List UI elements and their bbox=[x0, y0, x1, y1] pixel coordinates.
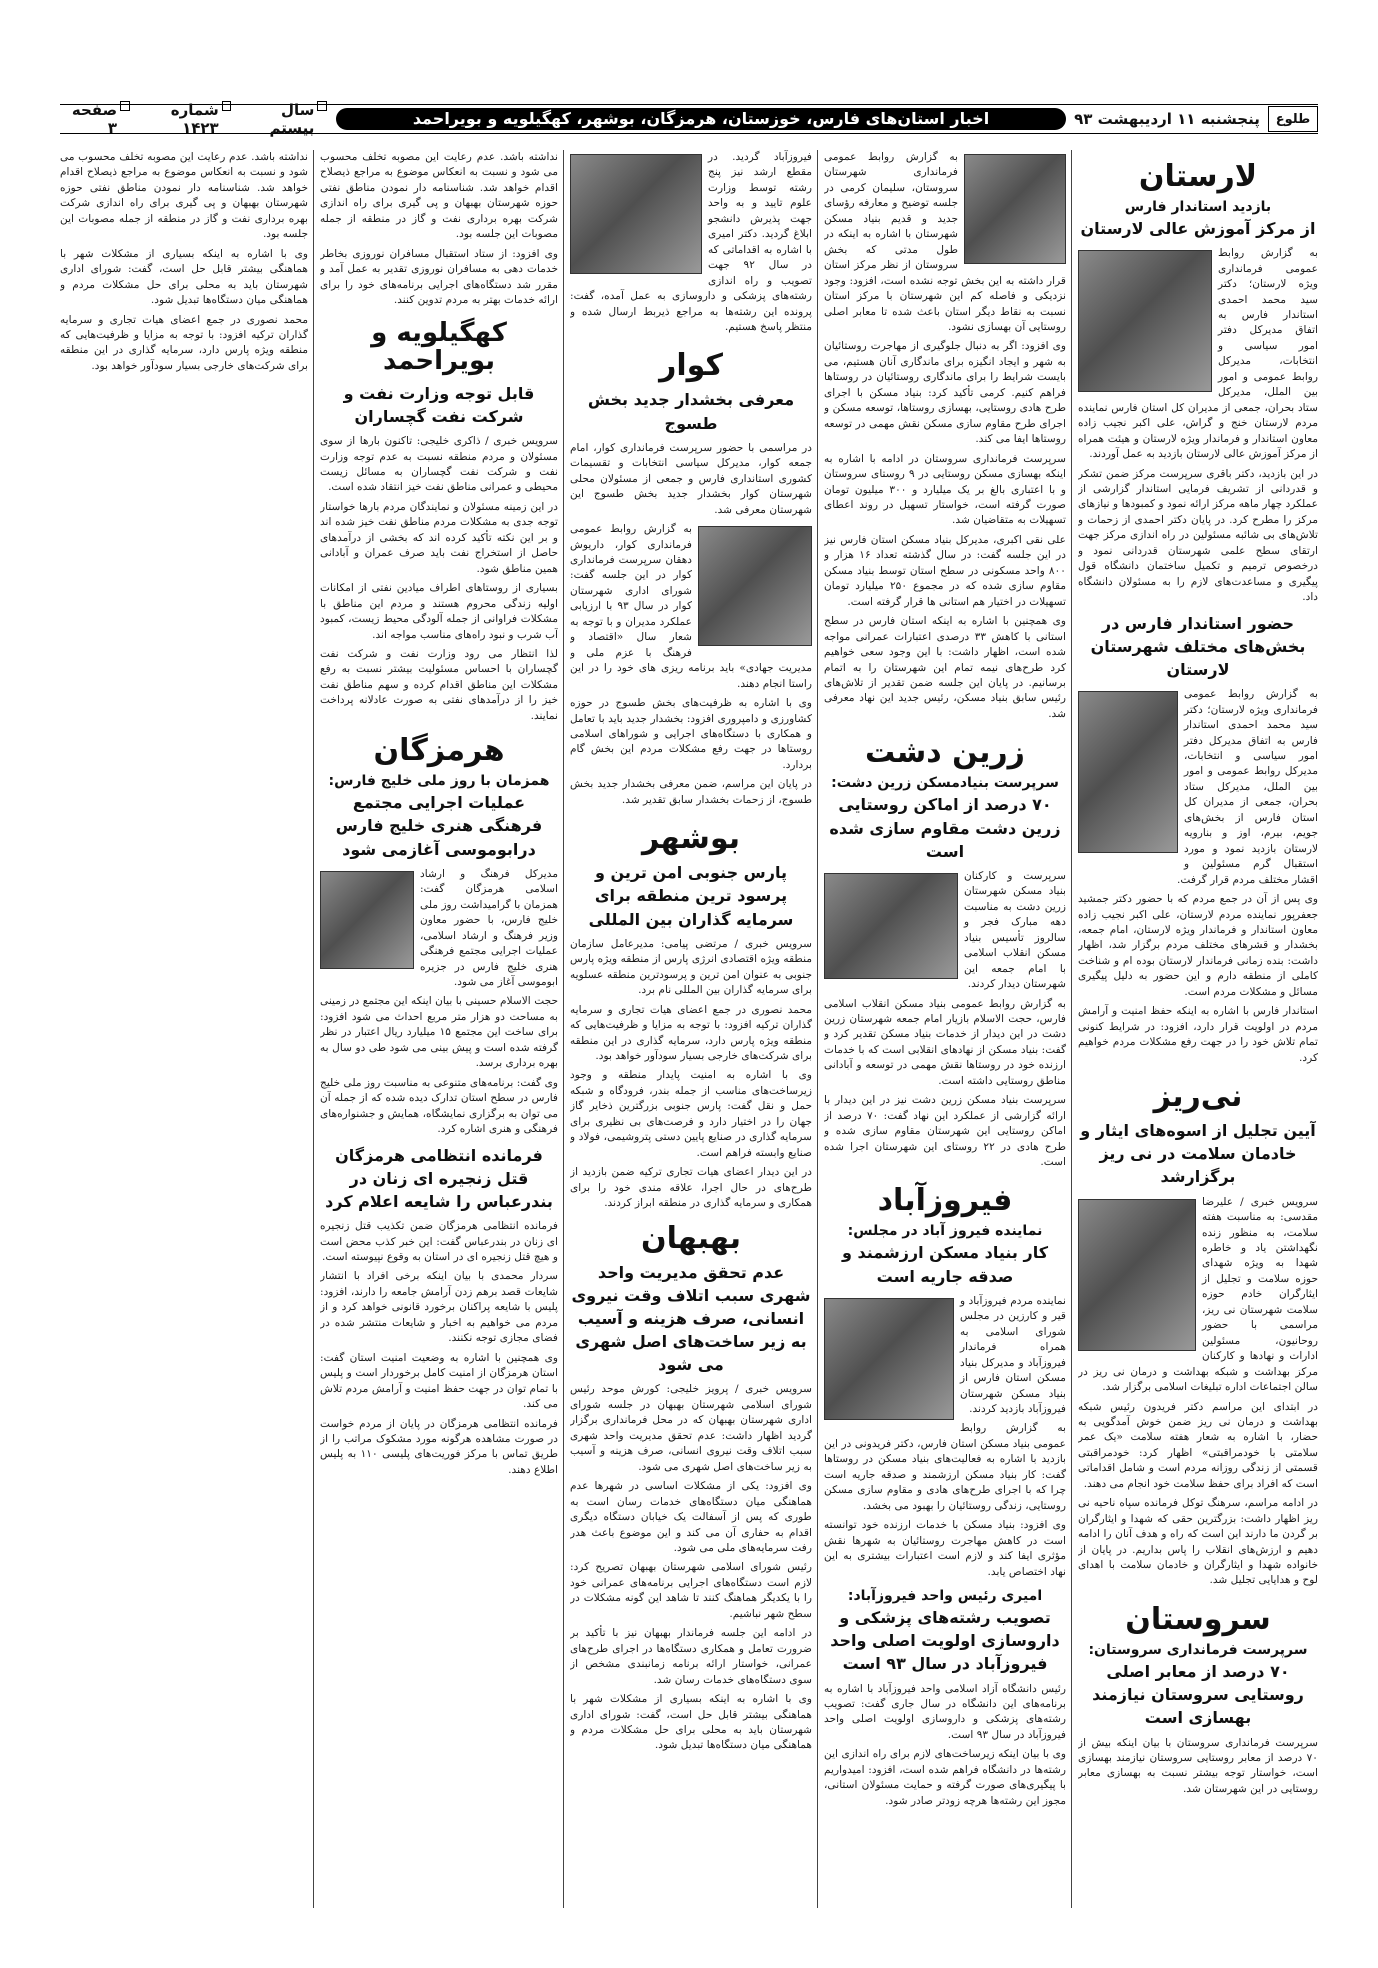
news-photo bbox=[1078, 691, 1178, 853]
article-body: وی همچنین با اشاره به اینکه استان فارس در سطح استانی با کاهش ۳۳ درصدی اعتبارات عمرانی مواجه شده است، اظهار داشت: با این وجود سعی خواهیم کرد طرح‌های نیمه تمام این شهرستان را به اتمام برسانیم. در پایان این جلسه ضمن تقدیر از تلاش‌های رئیس سابق بنیاد مسکن، رئیس جدید این نهاد معرفی شد. bbox=[824, 615, 1066, 720]
issue-info bbox=[60, 101, 330, 137]
article-body: وی گفت: برنامه‌های متنوعی به مناسبت روز ملی خلیج فارس در سطح استان تدارک دیده شده که از جمله آن می توان به برگزاری نمایشگاه، همایش و جشنواره‌های فرهنگی و هنری اشاره کرد. bbox=[320, 1076, 558, 1136]
section-title-kohgiluyeh: کهگیلویه و بویراحمد bbox=[371, 317, 507, 377]
article-body: محمد نصوری در جمع اعضای هیات تجاری و سرمایه گذاران ترکیه افزود: با توجه به مزایا و ظرفیت‌هایی که منطقه ویژه پارس دارد، سرمایه گذاری در این منطقه برای شرکت‌های خارجی بسیار سودآور خواهد بود. bbox=[570, 1003, 812, 1062]
article-body: نداشته باشد. عدم رعایت این مصوبه تخلف محسوب می شود و نسبت به انعکاس موضوع به مراجع ذیصلاح اقدام خواهد شد. شناسنامه دار نمودن مناطق نفتی حوزه شهرستان بهبهان و پی گیری برای راه اندازی شرکت بهره برداری نفت و گاز در منطقه از جمله مصوبات این جلسه بود. bbox=[60, 151, 308, 241]
page-number: صفحه ۳ bbox=[71, 101, 118, 137]
article-body: به گزارش روابط عمومی بنیاد مسکن انقلاب اسلامی فارس، حجت الاسلام بازیار امام جمعه شهرستان زرین دشت در این دیدار از خدمات بنیاد مسکن تقدیر کرد و گفت: بنیاد مسکن از نهادهای انقلابی است که با خدمات ارزنده خود در روستاها نقش مهمی در توسعه و آبادانی مناطق روستایی داشته است. bbox=[824, 997, 1066, 1087]
article-body: در ادامه مراسم، سرهنگ توکل فرمانده سپاه ناحیه نی ریز اظهار داشت: بزرگترین حقی که شهدا و ایثارگران بر گردن ما دارند این است که راه و هدف آنان را ادامه دهیم و ارزش‌های انقلاب را پاس بداریم. در پایان از خانواده شهدا و ایثارگران و خادمان سلامت با اهدای لوح و هدایایی تجلیل شد. bbox=[1078, 1497, 1318, 1587]
article-body: به گزارش روابط عمومی فرمانداری شهرستان سروستان، سلیمان کرمی در جلسه توضیح و معارفه رؤسای جدید و قدیم بنیاد مسکن شهرستان با اشاره به اینکه در طول مدتی که بخش سروستان از نظر مرکز استان قرار داشته به این بخش توجه نشده است، افزود: وجود نزدیکی و فاصله کم این شهرستان با مرکز استان نسبت به نقاط دیگر استان باعث شده تا معابر اصلی روستایی آن بهسازی نشود. bbox=[824, 151, 1066, 333]
headline: معرفی بخشدار جدید بخش طسوج bbox=[587, 390, 795, 433]
article-body: سردار محمدی با بیان اینکه برخی افراد با انتشار شایعات قصد برهم زدن آرامش جامعه را دارند، افزود: پلیس با شایعه پراکنان برخورد قانونی خواهد کرد و از مردم می خواهیم به اخبار و شایعات منتشر شده در فضای مجازی توجه نکنند. bbox=[320, 1270, 558, 1345]
section-title-firouzabad: فیروزآباد bbox=[877, 1183, 1013, 1219]
article-body: وی افزود: اگر به دنبال جلوگیری از مهاجرت روستائیان به شهر و ایجاد انگیزه برای ماندگاری آنان هستیم، می بایست شرایط را برای ماندگاری روستائیان در روستاها فراهم کنیم. کرمی تأکید کرد: بنیاد مسکن با اجرای طرح هادی روستایی، بهسازی روستاها، توسعه مسکن و اجرای طرح مقاوم سازی مسکن نقش مهمی در توسعه روستاها ایفا می کند. bbox=[824, 340, 1066, 446]
volume-year: سال بیستم bbox=[269, 101, 315, 137]
news-photo bbox=[570, 154, 702, 274]
article-body: در این بازدید، دکتر باقری سرپرست مرکز ضمن تشکر و قدردانی از تشریف فرمایی استاندار گزارشی از عملکرد چهار ماهه مرکز ارائه نمود و کمبودها و نیازهای مرکز را مطرح کرد. در پایان دکتر احمدی از زحمات و تلاش‌های بی شائبه مسئولین در راه اندازی مرکز جهت ارتقای سطح علمی شهرستان قدردانی نمود و درخصوص ترمیم و تکمیل ساختمان دانشگاه قول پیگیری و مساعدت‌های لازم را به مسئولان دانشگاه داد. bbox=[1078, 467, 1318, 604]
column-3 bbox=[570, 150, 812, 1908]
headline: از مرکز آموزش عالی لارستان bbox=[1080, 219, 1316, 238]
article-body: وی با اشاره به ظرفیت‌های بخش طسوج در حوزه کشاورزی و دامپروری افزود: بخشدار جدید باید با تعامل و همکاری با دستگاه‌های اجرایی و شوراهای اسلامی روستاها در جهت رفع مشکلات مردم این بخش گام بردارد. bbox=[570, 697, 812, 771]
article-body: در ابتدای این مراسم دکتر فریدون رئیس شبکه بهداشت و درمان نی ریز ضمن خوش آمدگویی به حضار، با اشاره به شعار هفته سلامت «یک عمر سلامتی با خودمراقبتی» اظهار کرد: خودمراقبتی قسمتی از زندگی روزانه مردم است و شامل اقداماتی است که افراد برای حفظ سلامت خود انجام می دهند. bbox=[1078, 1400, 1318, 1490]
article-body: محمد نصوری در جمع اعضای هیات تجاری و سرمایه گذاران ترکیه افزود: با توجه به مزایا و ظرفیت‌هایی که منطقه ویژه پارس دارد، سرمایه گذاری در این منطقه برای شرکت‌های خارجی بسیار سودآور خواهد بود. bbox=[60, 313, 308, 372]
column-rule bbox=[1071, 150, 1072, 1908]
article-body: فیروزآباد گردید. در مقطع ارشد نیز پنج رشته توسط وزارت علوم تایید و به واحد جهت پذیرش دانشجو ابلاغ گردید. دکتر امیری با اشاره به اقداماتی که در سال ۹۲ جهت تصویب و راه اندازی رشته‌های پزشکی و داروسازی به عمل آمده، گفت: پرونده این رشته‌ها به مراجع ذیربط ارسال شده و منتظر پاسخ هستیم. bbox=[570, 151, 812, 333]
news-photo bbox=[698, 526, 812, 646]
headline: ۷۰ درصد از معابر اصلی روستایی سروستان نیازمند بهسازی است bbox=[1092, 1661, 1304, 1728]
article-body: سرپرست و کارکنان بنیاد مسکن شهرستان زرین دشت به مناسبت دهه مبارک فجر و سالروز تأسیس بنیاد مسکن انقلاب اسلامی با امام جمعه این شهرستان دیدار کردند. bbox=[964, 869, 1066, 991]
column-2 bbox=[824, 150, 1066, 1908]
headline: تصویب رشته‌های پزشکی و داروسازی اولویت اصلی واحد فیروزآباد در سال ۹۳ است bbox=[830, 1608, 1060, 1674]
article-body: سرپرست بنیاد مسکن زرین دشت نیز در این دیدار با ارائه گزارشی از عملکرد این نهاد گفت: ۷۰ درصد از اماکن روستایی این شهرستان مقاوم سازی شده و طرح هادی در ۲۲ روستای این شهرستان اجرا شده است. bbox=[824, 1094, 1066, 1169]
article-body: وی افزود: بنیاد مسکن با خدمات ارزنده خود توانسته است در کاهش مهاجرت روستائیان به شهرها نقش مؤثری ایفا کند و لازم است اعتبارات بیشتری به این نهاد اختصاص یابد. bbox=[824, 1519, 1066, 1578]
headline: عدم تحقق مدیریت واحد شهری سبب اتلاف وقت نیروی انسانی، صرف هزینه و آسیب به زیر ساخت‌های اصل شهری می شود bbox=[571, 1262, 811, 1375]
article-body: به گزارش روابط عمومی فرمانداری ویژه لارستان؛ دکتر سید محمد احمدی استاندار فارس به اتفاق مدیرکل دفتر امور سیاسی و انتخابات، مدیرکل روابط عمومی و امور بین الملل، مدیرکل ستاد بحران، جمعی از مدیران کل استان فارس نماینده مردم لارستان خنج و گراش، علی اکبر نجیب زاده معاون استاندار و فرماندار ویژه لارستان و هیئت همراه از مرکز آموزش عالی لارستان بازدید به عمل آوردند. bbox=[1078, 247, 1318, 461]
masthead bbox=[60, 101, 1318, 137]
news-photo bbox=[1078, 250, 1212, 392]
article-body: به گزارش روابط عمومی فرمانداری کوار، داریوش دهقان سرپرست فرمانداری کوار در این جلسه گفت: شورای اداری شهرستان کوار در سال ۹۳ با ارزیابی عملکرد مدیران و با توجه به شعار سال «اقتصاد و فرهنگ با عزم ملی و مدیریت جهادی» باید برنامه ریزی های خود را در این راستا انجام دهند. bbox=[570, 523, 812, 690]
article-body: سرویس خبری / مرتضی پیامی: مدیرعامل سازمان منطقه ویژه اقتصادی انرژی پارس از منطقه ویژه پارس جنوبی به عنوان امن ترین و پرسودترین منطقه عسلویه برای سرمایه گذاران بین المللی نام برد. bbox=[570, 937, 812, 997]
headline: آیین تجلیل از اسوه‌های ایثار و خادمان سلامت در نی ریز برگزارشد bbox=[1080, 1121, 1316, 1187]
column-4 bbox=[320, 150, 558, 1908]
news-photo bbox=[964, 154, 1066, 264]
section-title-zarrindasht: زرین دشت bbox=[865, 735, 1025, 771]
article-body: حجت الاسلام حسینی با بیان اینکه این مجتمع در زمینی به مساحت دو هزار متر مربع احداث می شود افزود: برای ساخت این مجتمع ۱۵ میلیارد ریال اعتبار در نظر گرفته شده است و پیش بینی می شود طی دو سال به بهره برداری برسد. bbox=[320, 995, 558, 1070]
article-body: رئیس شورای اسلامی شهرستان بهبهان تصریح کرد: لازم است دستگاه‌های اجرایی برنامه‌های عمرانی خود را با یکدیگر هماهنگ کنند تا شاهد این گونه مشکلات در سطح شهر نباشیم. bbox=[570, 1561, 812, 1620]
article-body: وی افزود: یکی از مشکلات اساسی در شهرها عدم هماهنگی میان دستگاه‌های خدمات رسان است به طوری که پس از آسفالت یک خیابان دستگاه دیگری اقدام به حفاری آن می کند و این موضوع باعث هدر رفت سرمایه‌های ملی می شود. bbox=[570, 1480, 812, 1554]
article-body: نداشته باشد. عدم رعایت این مصوبه تخلف محسوب می شود و نسبت به انعکاس موضوع به مراجع ذیصلاح اقدام خواهد شد. شناسنامه دار نمودن مناطق نفتی حوزه شهرستان بهبهان و پی گیری برای راه اندازی شرکت بهره برداری نفت و گاز در منطقه از جمله مصوبات این جلسه بود. bbox=[320, 151, 558, 241]
headline: کار بنیاد مسکن ارزشمند و صدقه جاریه است bbox=[841, 1243, 1049, 1286]
headline: قابل توجه وزارت نفت و شرکت نفت گچساران bbox=[343, 383, 535, 426]
kicker: سرپرست فرمانداری سروستان: bbox=[1088, 1641, 1308, 1658]
newspaper-logo: طلوع bbox=[1268, 106, 1318, 132]
section-title-kavar: کوار bbox=[659, 348, 723, 384]
column-1 bbox=[1078, 150, 1318, 1908]
kicker: بازدید استاندار فارس bbox=[1124, 199, 1272, 215]
column-rule bbox=[817, 150, 818, 1908]
article-body: به گزارش روابط عمومی بنیاد مسکن استان فارس، دکتر فریدونی در این بازدید با اشاره به فعالیت‌های بنیاد مسکن در روستاها گفت: کار بنیاد مسکن ارزشمند و صدقه جاریه است چرا که با اجرای طرح‌های هادی و مقاوم سازی مسکن روستایی، زندگی روستائیان را بهبود می بخشد. bbox=[824, 1422, 1066, 1512]
headline: پارس جنوبی امن ترین و پرسود ترین منطقه برای سرمایه گذاران بین المللی bbox=[588, 863, 794, 929]
section-title-boushehr: بوشهر bbox=[641, 821, 741, 857]
article-body: وی همچنین با اشاره به وضعیت امنیت استان گفت: استان هرمزگان از امنیت کامل برخوردار است و پلیس با تمام توان در جهت حفظ امنیت و آرامش مردم تلاش می کند. bbox=[320, 1351, 558, 1411]
article-body: سرپرست فرمانداری سروستان با بیان اینکه بیش از ۷۰ درصد از معابر روستایی سروستان نیازمند بهسازی است، خواستار توجه بیشتر نسبت به بهسازی معابر روستایی در این شهرستان شد. bbox=[1078, 1736, 1318, 1795]
article-body: رئیس دانشگاه آزاد اسلامی واحد فیروزآباد با اشاره به برنامه‌های این دانشگاه در سال جاری گفت: تصویب رشته‌های پزشکی و داروسازی اولویت اصلی واحد فیروزآباد در سال ۹۳ است. bbox=[824, 1682, 1066, 1741]
article-body: مدیرکل فرهنگ و ارشاد اسلامی هرمزگان گفت: همزمان با گرامیداشت روز ملی خلیج فارس، با حضور معاون وزیر فرهنگ و ارشاد اسلامی، عملیات اجرایی مجتمع فرهنگی هنری خلیج فارس در جزیره ابوموسی آغاز می شود. bbox=[420, 867, 558, 988]
article-body: وی با اشاره به امنیت پایدار منطقه و وجود زیرساخت‌های مناسب از جمله بندر، فرودگاه و شبکه حمل و نقل گفت: پارس جنوبی بزرگترین ذخایر گاز جهان را در اختیار دارد و فرصت‌های بی نظیری برای سرمایه گذاری در صنایع پایین دستی پتروشیمی، فولاد و صنایع وابسته فراهم است. bbox=[570, 1069, 812, 1159]
article-body: وی افزود: از ستاد استقبال مسافران نوروزی بخاطر خدمات دهی به مسافران نوروزی تقدیر به عمل آمد و مقرر شد دستگاه‌های اجرایی برنامه‌های خود را برای ارائه خدمات بهتر به مردم تدوین کنند. bbox=[320, 247, 558, 307]
article-body: در مراسمی با حضور سرپرست فرمانداری کوار، امام جمعه کوار، مدیرکل سیاسی انتخابات و تقسیمات کشوری استانداری فارس و جمعی از مسئولان محلی شهرستان کوار بخشدار جدید بخش طسوج این شهرستان معرفی شد. bbox=[570, 441, 812, 516]
news-photo bbox=[824, 873, 958, 979]
article-body: در این زمینه مسئولان و نمایندگان مردم بارها خواستار توجه جدی به مشکلات مردم مناطق نفت خیز شده اند و بر این نکته تأکید کرده اند که بخشی از درآمدهای حاصل از استخراج نفت باید صرف عمران و آبادانی همین مناطق شود. bbox=[320, 500, 558, 575]
article-body: به گزارش روابط عمومی فرمانداری ویژه لارستان؛ دکتر سید محمد احمدی استاندار فارس به اتفاق مدیرکل دفتر امور سیاسی و انتخابات، مدیرکل روابط عمومی و امور بین الملل، مدیرکل ستاد بحران، جمعی از مدیران کل استان فارس از بخش‌های جویم، بیرم، اوز و بنارویه لارستان بازدید نمود و مورد استقبال گرم مسئولین و اقشار مختلف مردم قرار گرفت. bbox=[1177, 688, 1318, 886]
article-body: سرویس خبری / علیرضا مقدسی: به مناسبت هفته سلامت، به منظور زنده نگهداشتن یاد و خاطره شهدا به ویژه شهدای حوزه سلامت و تجلیل از ایثارگران خادم حوزه سلامت شهرستان نی ریز، مراسمی با حضور روحانیون، مسئولین ادارات و نهادها و کارکنان مرکز بهداشت و شبکه بهداشت و درمان نی ریز در سالن اجتماعات اداره تبلیغات اسلامی برگزار شد. bbox=[1078, 1195, 1318, 1394]
article-body: بسیاری از روستاهای اطراف میادین نفتی از امکانات اولیه زندگی محروم هستند و مردم این مناطق با مشکلات فراوانی از جمله آلودگی محیط زیست، کمبود آب شرب و نبود راه‌های مناسب مواجه اند. bbox=[320, 582, 558, 641]
article-body: لذا انتظار می رود وزارت نفت و شرکت نفت گچساران با احساس مسئولیت بیشتر نسبت به رفع مشکلات این مناطق اقدام کرده و سهم مناطق نفت خیز را از درآمدهای نفتی به صورت عادلانه پرداخت نمایند. bbox=[320, 647, 558, 722]
column-rule bbox=[313, 150, 314, 1908]
kicker: سرپرست بنیادمسکن زرین دشت: bbox=[831, 775, 1059, 792]
article-body: در این دیدار اعضای هیات تجاری ترکیه ضمن بازدید از طرح‌های در حال اجرا، علاقه مندی خود را برای همکاری و سرمایه گذاری در منطقه ابراز کردند. bbox=[570, 1166, 812, 1210]
article-body: در پایان این مراسم، ضمن معرفی بخشدار جدید بخش طسوج، از زحمات بخشدار سابق تقدیر شد. bbox=[570, 778, 812, 806]
article-body: سرویس خبری / ذاکری خلیجی: تاکنون بارها از سوی مسئولان و مردم منطقه نسبت به عدم توجه وزارت نفت و شرکت نفت گچساران به مسائل زیست محیطی و عمرانی مناطق نفت خیز انتقاد شده است. bbox=[320, 435, 558, 494]
article-body: نماینده مردم فیروزآباد و قیر و کارزین در مجلس شورای اسلامی به همراه فرماندار فیروزآباد و مدیرکل بنیاد مسکن استان فارس از بنیاد مسکن شهرستان فیروزآباد بازدید کردند. bbox=[960, 1294, 1066, 1416]
section-title-hormozgan: هرمزگان bbox=[373, 733, 505, 769]
section-title-neyriz: نی‌ریز bbox=[1153, 1079, 1243, 1115]
news-photo bbox=[1078, 1199, 1196, 1351]
article-body: سرپرست فرمانداری سروستان در ادامه با اشاره به اینکه بهسازی مسکن روستایی در ۹ روستای سروستان و با اعتباری بالغ بر یک میلیارد و ۳۰۰ میلیون تومان صورت گرفته است، خواستار تسهیل در روند اعطای تسهیلات به متقاضیان شد. bbox=[824, 452, 1066, 527]
article-body: وی با اشاره به اینکه بسیاری از مشکلات شهر با هماهنگی بیشتر قابل حل است، گفت: شورای اداری شهرستان باید به محلی برای حل مشکلات مردم و هماهنگی میان دستگاه‌ها تبدیل شود. bbox=[60, 247, 308, 307]
news-photo bbox=[824, 1298, 954, 1420]
headline: حضور استاندار فارس در بخش‌های مختلف شهرستان لارستان bbox=[1090, 613, 1306, 679]
column-rule bbox=[563, 150, 564, 1908]
issue-number: شماره ۱۴۲۳ bbox=[170, 101, 219, 137]
article-body: فرمانده انتظامی هرمزگان ضمن تکذیب قتل زنجیره ای زنان در بندرعباس گفت: این خبر کذب محض است و هیچ قتل زنجیره ای در استان به وقوع نپیوسته است. bbox=[320, 1220, 558, 1263]
article-body: وی با اشاره به اینکه بسیاری از مشکلات شهر با هماهنگی بیشتر قابل حل است، گفت: شورای اداری شهرستان باید به محلی برای حل مشکلات مردم و هماهنگی میان دستگاه‌ها تبدیل شود. bbox=[570, 1693, 812, 1752]
article-body: سرویس خبری / پرویز خلیجی: کورش موحد رئیس شورای اسلامی شهرستان بهبهان در جلسه شورای اداری شهرستان بهبهان که در محل فرمانداری برگزار گردید اظهار داشت: عدم تحقق مدیریت واحد شهری سبب اتلاف وقت نیروی انسانی، صرف هزینه و آسیب به زیر ساخت‌های اصل شهری می شود. bbox=[570, 1383, 812, 1473]
issue-date: پنجشنبه ۱۱ اردیبهشت ۹۳ bbox=[1074, 110, 1260, 128]
square-icon bbox=[120, 101, 130, 111]
section-title-sarvestan: سروستان bbox=[1125, 1601, 1271, 1637]
article-body: وی پس از آن در جمع مردم که با حضور دکتر جمشید جعفرپور نماینده مردم لارستان، علی اکبر نجیب زاده معاون استاندار و فرماندار ویژه لارستان، امام جمعه، بخشدار و قشرهای مختلف مردم برگزار شد، اظهار داشت: بنده زمانی فرماندار لارستان بوده ام و شناخت کاملی از منطقه دارم و این حضور به دلیل پیگیری مسائل و مشکلات مردم است. bbox=[1078, 893, 1318, 998]
square-icon bbox=[317, 101, 327, 111]
section-title-behbahan: بهبهان bbox=[641, 1220, 741, 1256]
square-icon bbox=[222, 101, 232, 111]
article-body: علی نقی اکبری، مدیرکل بنیاد مسکن استان فارس نیز در این جلسه گفت: در سال گذشته تعداد ۱۶ هزار و ۸۰۰ واحد مسکونی در سطح استان توسط بنیاد مسکن مقاوم سازی شده که در مجموع ۲۵۰ میلیارد تومان تسهیلات در اختیار هم استانی ها قرار گرفته است. bbox=[824, 533, 1066, 608]
column-5 bbox=[60, 150, 308, 1908]
headline: عملیات اجرایی مجتمع فرهنگی هنری خلیج فارس درابوموسی آغازمی شود bbox=[335, 793, 543, 859]
news-photo bbox=[320, 871, 414, 969]
article-body: فرمانده انتظامی هرمزگان در پایان از مردم خواست در صورت مشاهده هرگونه مورد مشکوک مراتب را از طریق تماس با مرکز فوریت‌های پلیسی ۱۱۰ به پلیس اطلاع دهند. bbox=[320, 1417, 558, 1476]
headline: ۷۰ درصد از اماکن روستایی زرین دشت مقاوم سازی شده است bbox=[829, 795, 1061, 861]
headline: فرمانده انتظامی هرمزگان قتل زنجیره ای زنان در بندرعباس را شایعه اعلام کرد bbox=[325, 1145, 553, 1211]
kicker: نماینده فیروز آباد در مجلس: bbox=[847, 1223, 1043, 1240]
article-body: وی با بیان اینکه زیرساخت‌های لازم برای راه اندازی این رشته‌ها در دانشگاه فراهم شده است، افزود: امیدواریم با پیگیری‌های صورت گرفته و حمایت مسئولان استانی، مجوز این رشته‌ها هرچه زودتر صادر شود. bbox=[824, 1748, 1066, 1807]
article-body: در ادامه این جلسه فرماندار بهبهان نیز با تأکید بر ضرورت تعامل و همکاری دستگاه‌ها در اجرای طرح‌های عمرانی، خواستار ارائه برنامه زمانبندی مشخص از سوی دستگاه‌های خدمات رسان شد. bbox=[570, 1627, 812, 1686]
article-body: استاندار فارس با اشاره به اینکه حفظ امنیت و آرامش مردم در اولویت قرار دارد، افزود: در شرایط کنونی تمام تلاش خود را در جهت رفع مشکلات مردم خواهیم کرد. bbox=[1078, 1005, 1318, 1064]
kicker: همزمان با روز ملی خلیج فارس: bbox=[328, 773, 550, 790]
page-section-band: اخبار استان‌های فارس، خوزستان، هرمزگان، بوشهر، کهگیلویه و بویراحمد bbox=[336, 108, 1066, 130]
kicker: امیری رئیس واحد فیروزآباد: bbox=[847, 1588, 1043, 1605]
section-title-larestan: لارستان bbox=[1138, 159, 1258, 194]
